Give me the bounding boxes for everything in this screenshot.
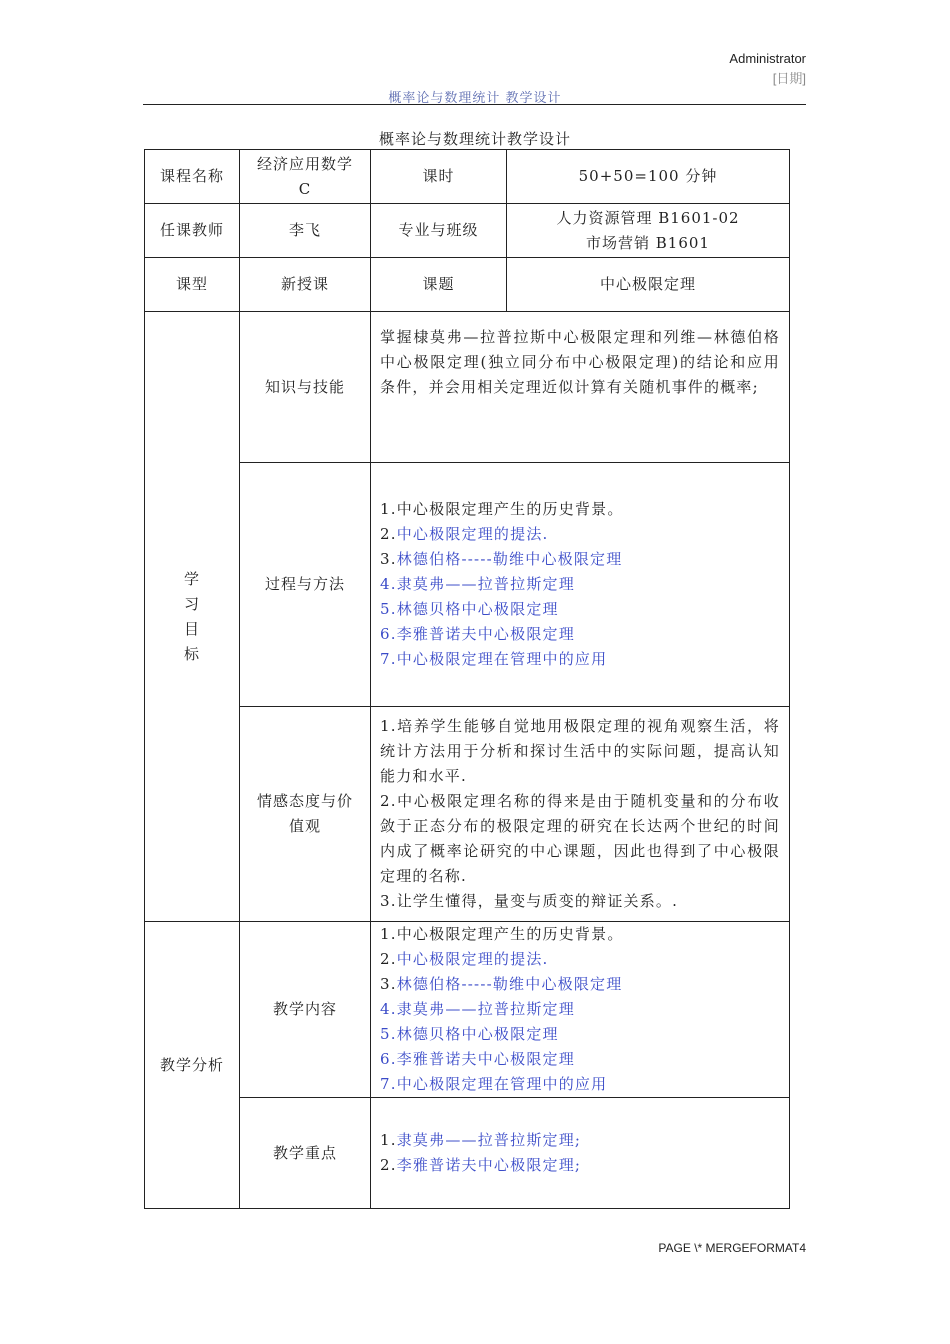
header-title: 概率论与数理统计 教学设计 [388,91,562,106]
header-author: Administrator [729,51,806,66]
knowledge-text: 掌握棣莫弗—拉普拉斯中心极限定理和列维—林德伯格中心极限定理(独立同分布中心极限定理)的结论和应用条件，并会用相关定理近似计算有关随机事件的概率; [371,312,790,463]
major-line-2: 市场营销 B1601 [586,233,710,252]
header-rule [143,104,806,105]
list-item: 3.林德伯格-----勒维中心极限定理 [380,550,623,568]
process-label: 过程与方法 [240,463,371,707]
table-row [145,312,790,463]
list-item: 5.林德贝格中心极限定理 [380,600,559,618]
knowledge-label: 知识与技能 [240,312,371,463]
list-item: 6.李雅普诺夫中心极限定理 [380,625,575,643]
process-list [371,463,790,707]
list-item: 2.中心极限定理的提法. [380,525,549,543]
list-item: 2.中心极限定理的提法. [380,950,549,968]
list-item: 1.中心极限定理产生的历史背景。 [380,925,624,943]
header-date: [日期] [772,71,806,86]
attitude-paragraph: 1.培养学生能够自觉地用极限定理的视角观察生活，将统计方法用于分析和探讨生活中的实际问题，提高认知能力和水平. [380,717,780,785]
list-item: 1.中心极限定理产生的历史背景。 [380,500,624,518]
list-item: 6.李雅普诺夫中心极限定理 [380,1050,575,1068]
list-item: 4.隶莫弗——拉普拉斯定理 [380,575,575,593]
learning-objectives-label [145,312,240,922]
table-row [145,204,790,258]
objective-char: 学 [183,569,200,588]
objective-char: 目 [183,619,200,638]
topic-value: 中心极限定理 [507,258,790,312]
major-line-1: 人力资源管理 B1601-02 [556,208,740,227]
course-name-label: 课程名称 [145,150,240,204]
attitude-label [240,707,371,922]
objective-char: 习 [183,594,200,613]
hours-value: 50+50=100 分钟 [507,150,790,204]
document-title: 概率论与数理统计教学设计 [378,130,571,148]
teaching-content-list [371,922,790,1098]
key-points-list [371,1098,790,1209]
teacher-value: 李飞 [240,204,371,258]
table-row [145,922,790,1098]
list-item: 1.隶莫弗——拉普拉斯定理; [380,1131,582,1149]
hours-label: 课时 [371,150,507,204]
table-row [145,707,790,922]
table-row [145,1098,790,1209]
attitude-label-line-1: 情感态度与价 [256,792,353,810]
lesson-type-label: 课型 [145,258,240,312]
teacher-label: 任课教师 [145,204,240,258]
course-name-value [240,150,371,204]
course-name-line-1: 经济应用数学 [256,154,353,173]
page-footer-field: PAGE \* MERGEFORMAT4 [658,1241,806,1255]
table-row [145,463,790,707]
objective-char: 标 [183,644,200,663]
table-row [145,258,790,312]
list-item: 4.隶莫弗——拉普拉斯定理 [380,1000,575,1018]
lesson-type-value: 新授课 [240,258,371,312]
lesson-plan-table [144,149,790,1209]
major-label: 专业与班级 [371,204,507,258]
list-item: 2.李雅普诺夫中心极限定理; [380,1156,582,1174]
table-row [145,150,790,204]
course-name-line-2: C [298,179,312,198]
major-value [507,204,790,258]
key-points-label: 教学重点 [240,1098,371,1209]
topic-label: 课题 [371,258,507,312]
list-item: 5.林德贝格中心极限定理 [380,1025,559,1043]
attitude-text [371,707,790,922]
teaching-analysis-label: 教学分析 [145,922,240,1209]
list-item: 3.林德伯格-----勒维中心极限定理 [380,975,623,993]
teaching-content-label: 教学内容 [240,922,371,1098]
list-item: 7.中心极限定理在管理中的应用 [380,1075,608,1093]
attitude-label-line-2: 值观 [288,817,321,835]
attitude-paragraph: 2.中心极限定理名称的得来是由于随机变量和的分布收敛于正态分布的极限定理的研究在长达两个世纪的时间内成了概率论研究的中心课题，因此也得到了中心极限定理的名称. [380,792,780,885]
list-item: 7.中心极限定理在管理中的应用 [380,650,608,668]
attitude-paragraph: 3.让学生懂得，量变与质变的辩证关系。. [380,892,679,910]
